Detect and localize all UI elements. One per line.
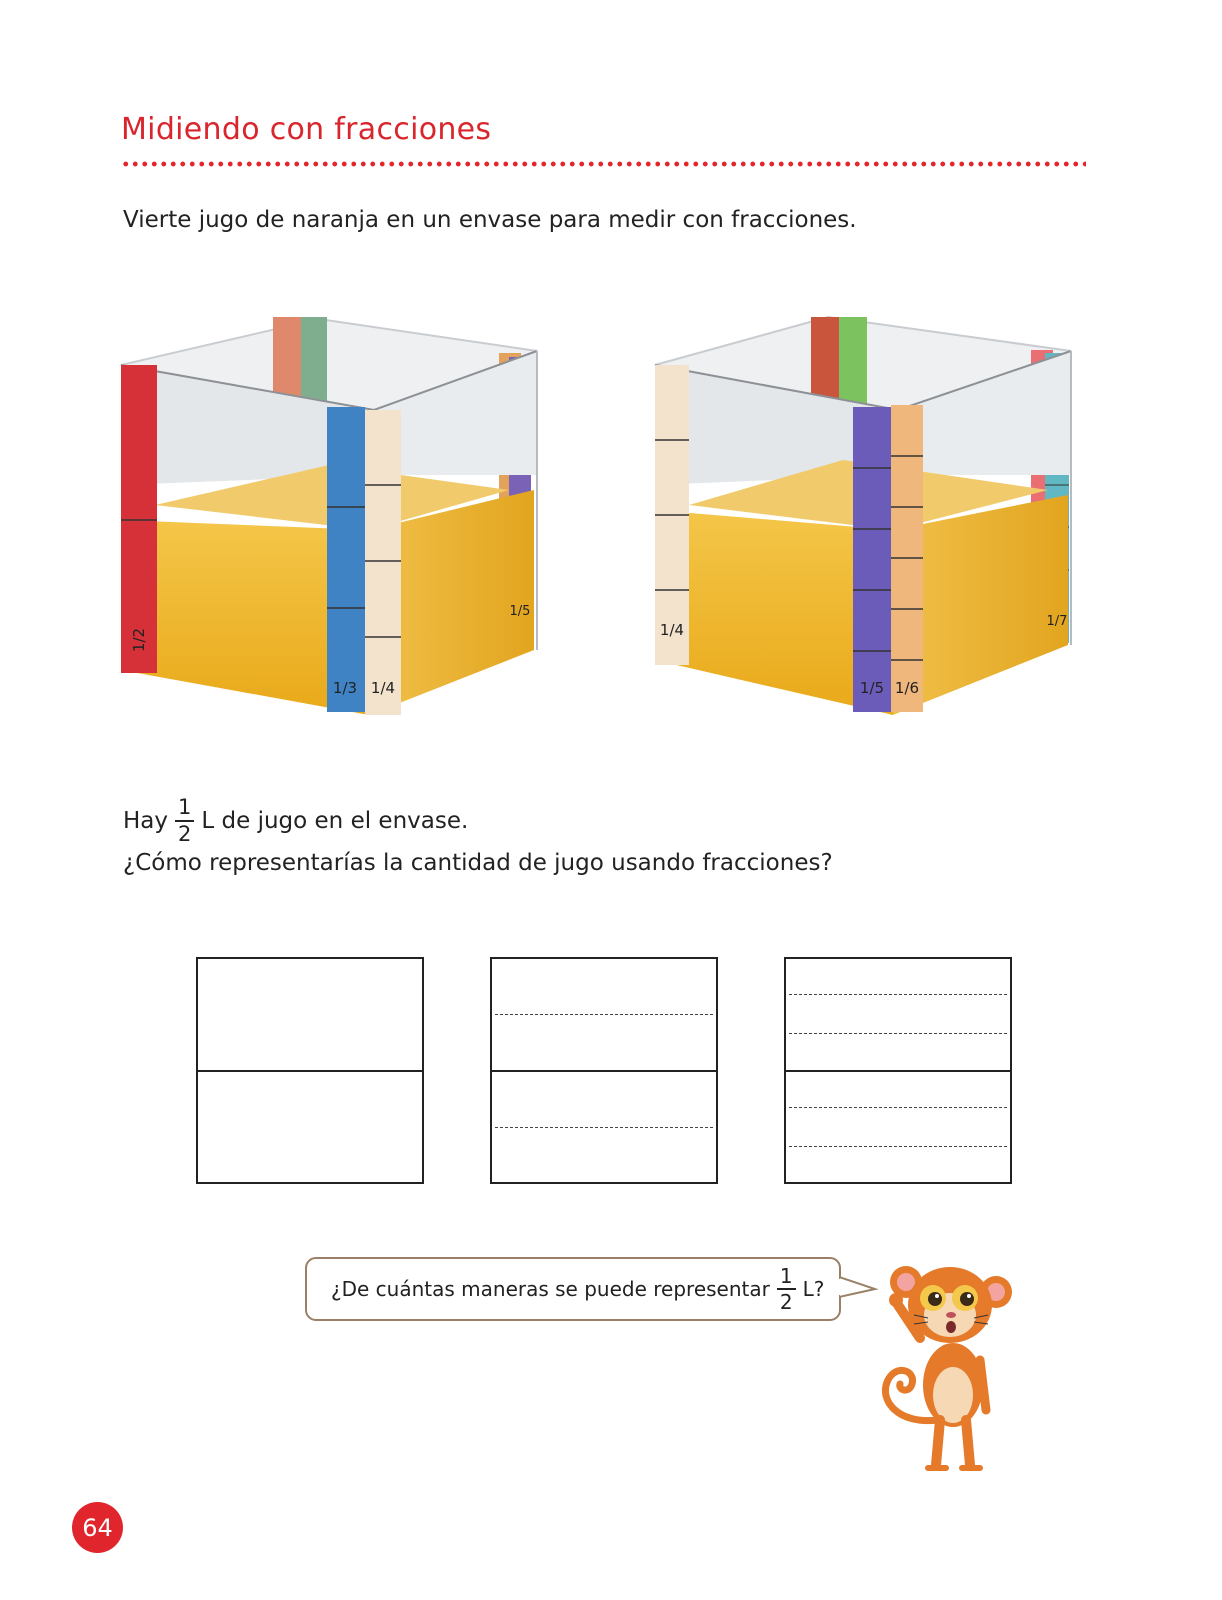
page-title: Midiendo con fracciones xyxy=(121,112,492,147)
dashed-divider xyxy=(495,1014,713,1015)
fraction-denominator: 2 xyxy=(178,822,192,846)
statement-suffix: L de jugo en el envase. xyxy=(201,808,469,834)
page-number: 64 xyxy=(72,1502,123,1553)
fraction-denominator: 2 xyxy=(779,1290,793,1314)
dashed-divider xyxy=(789,1107,1007,1108)
bubble-suffix: L? xyxy=(802,1277,825,1301)
strip-label-quarter: 1/4 xyxy=(370,679,396,697)
half-divider xyxy=(786,1070,1010,1072)
monkey-mascot-icon xyxy=(858,1260,1028,1480)
bubble-prefix: ¿De cuántas maneras se puede representar xyxy=(331,1277,770,1301)
strip-label-quarter: 1/4 xyxy=(659,621,685,639)
strip-label-sixth: 1/6 xyxy=(894,679,920,697)
answer-box-halves xyxy=(196,957,424,1184)
speech-bubble xyxy=(305,1257,841,1321)
intro-text: Vierte jugo de naranja en un envase para medir con fracciones. xyxy=(123,207,857,233)
dashed-divider xyxy=(789,1146,1007,1147)
dashed-divider xyxy=(789,1033,1007,1034)
fraction-numerator: 1 xyxy=(779,1264,793,1288)
juice-container-photo-1 xyxy=(119,315,549,725)
juice-statement xyxy=(123,797,468,845)
juice-container-photo-2 xyxy=(653,315,1083,725)
strip-label-half: 1/2 xyxy=(130,627,148,653)
half-divider xyxy=(198,1070,422,1072)
dashed-divider xyxy=(789,994,1007,995)
fraction-one-half xyxy=(777,1266,796,1312)
question-text: ¿Cómo representarías la cantidad de jugo usando fracciones? xyxy=(123,850,833,876)
strip-label-third: 1/3 xyxy=(332,679,358,697)
half-divider xyxy=(492,1070,716,1072)
fraction-numerator: 1 xyxy=(178,795,192,819)
dashed-divider xyxy=(495,1127,713,1128)
strip-label-seventh: 1/7 xyxy=(1046,614,1068,629)
fraction-one-half xyxy=(175,797,194,845)
answer-box-sixths xyxy=(784,957,1012,1184)
statement-prefix: Hay xyxy=(123,808,169,834)
dotted-divider xyxy=(121,160,1086,168)
strip-label-fifth: 1/5 xyxy=(859,679,885,697)
answer-box-quarters xyxy=(490,957,718,1184)
strip-label-fifth: 1/5 xyxy=(509,604,531,619)
